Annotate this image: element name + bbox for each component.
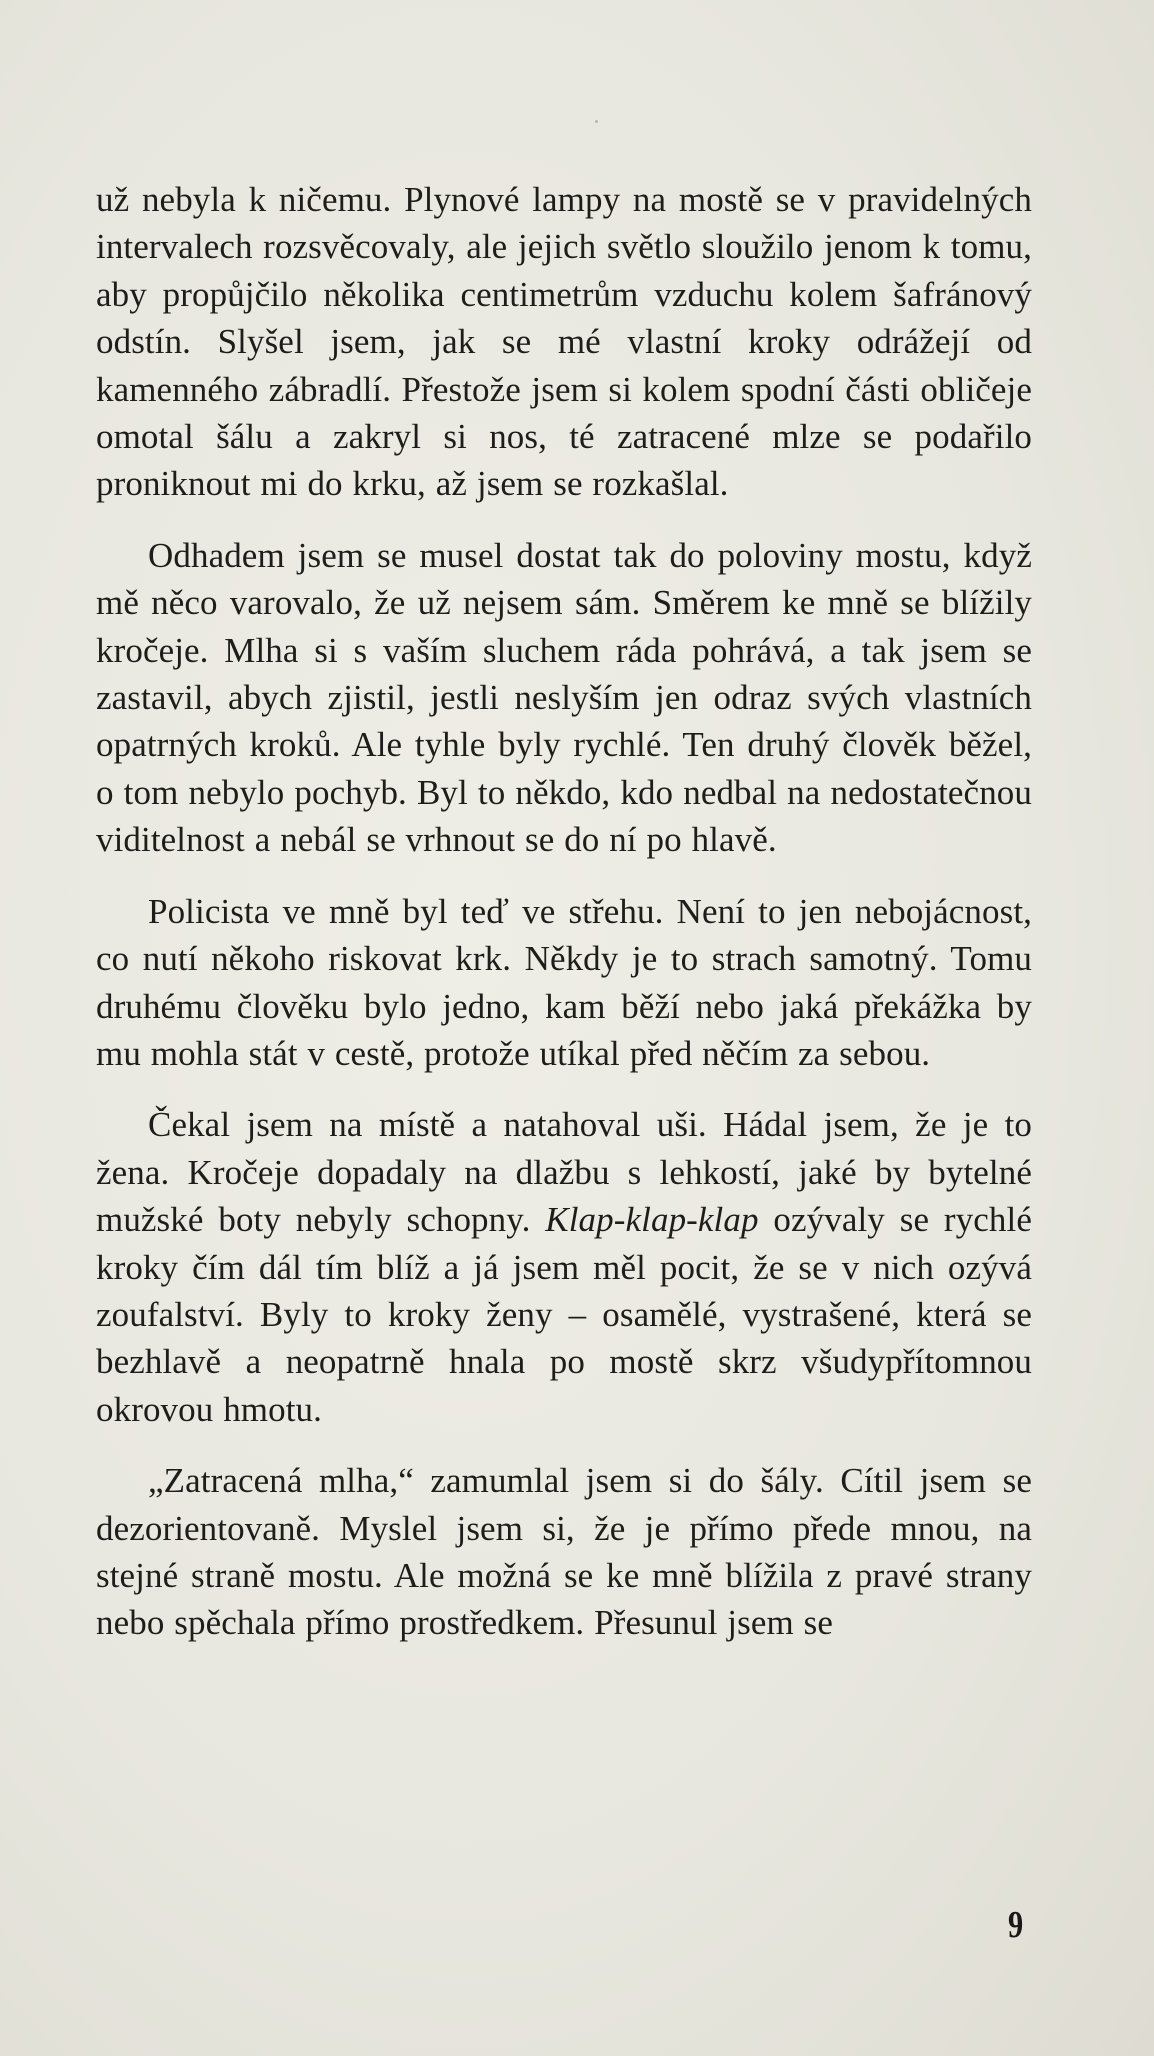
paragraph [96,532,1032,864]
italic-text: Klap-klap-klap [545,1200,759,1240]
text-span: ozývaly se rychlé kroky čím dál tím blíž a já jsem měl pocit, že se v nich ozývá zoufalství. Byly to kroky ženy – osamělé, vystrašené, která se bezhlavě a neopatrně hnala po mostě skrz všudypřítomnou okrovou hmotu. [96,1200,1032,1429]
body-text [96,176,1032,1647]
text-span: Čekal jsem na místě a natahoval uši. Hádal jsem, že je to žena. Kročeje dopadaly na dlažbu s lehkostí, jaké by bytelné mužské boty nebyly schopny. [96,1105,1032,1240]
paragraph [96,888,1032,1078]
text-span: Odhadem jsem se musel dostat tak do poloviny mostu, když mě něco varovalo, že už nejsem sám. Směrem ke mně se blížily kročeje. Mlha si s vaším sluchem ráda pohrává, a tak jsem se zastavil, abych zjistil, jestli neslyším jen odraz svých vlastních opatrných kroků. Ale tyhle byly rychlé. Ten druhý člověk běžel, o tom nebylo pochyb. Byl to někdo, kdo nedbal na nedostatečnou viditelnost a nebál se vrhnout se do ní po hlavě. [96,535,1032,860]
text-span: už nebyla k ničemu. Plynové lampy na mostě se v pravidelných intervalech rozsvěcovaly, ale jejich světlo sloužilo jenom k tomu, aby propůjčilo několika centimetrům vzduchu kolem šafránový odstín. Slyšel jsem, jak se mé vlastní kroky odrážejí od kamenného zábradlí. Přestože jsem si kolem spodní části obličeje omotal šálu a zakryl si nos, té zatracené mlze se podařilo proniknout mi do krku, až jsem se rozkašlal. [96,180,1032,504]
paper-speck [595,120,598,123]
paragraph [96,176,1032,508]
text-span: Policista ve mně byl teď ve střehu. Není to jen nebojácnost, co nutí někoho riskovat krk. Někdy je to strach samotný. Tomu druhému člověku bylo jedno, kam běží nebo jaká překážka by mu mohla stát v cestě, protože utíkal před něčím za sebou. [96,891,1032,1073]
paragraph [96,1101,1032,1433]
text-span: „Zatracená mlha,“ zamumlal jsem si do šály. Cítil jsem se dezorientovaně. Myslel jsem si, že je přímo přede mnou, na stejné straně mostu. Ale možná se ke mně blížila z pravé strany nebo spěchala přímo prostředkem. Přesunul jsem se [96,1461,1032,1643]
page-number: 9 [1008,1904,1024,1946]
paragraph [96,1457,1032,1647]
